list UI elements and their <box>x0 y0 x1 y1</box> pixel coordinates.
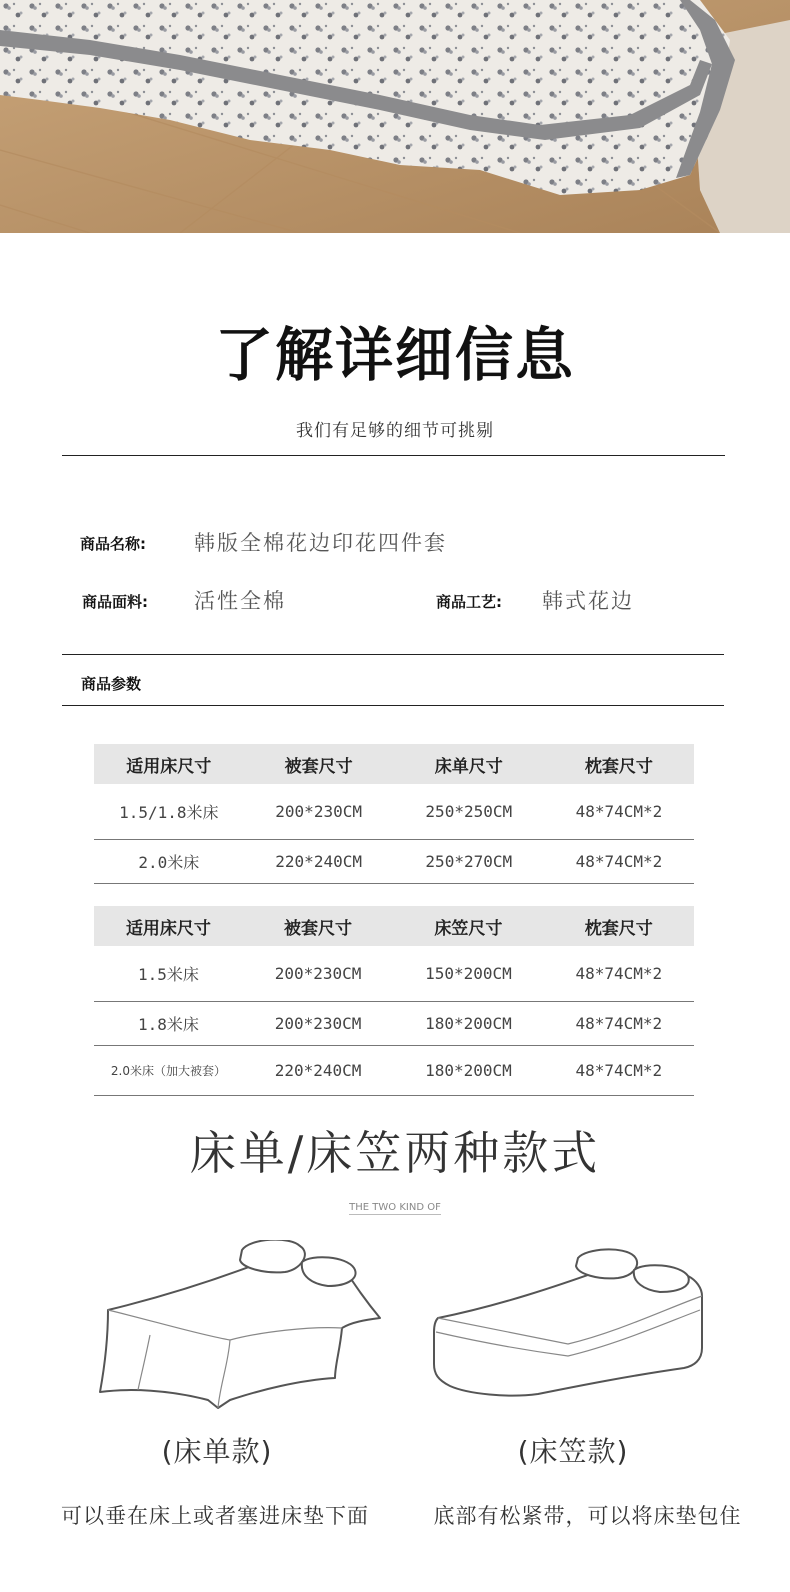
divider <box>62 654 724 655</box>
product-name-value: 韩版全棉花边印花四件套 <box>194 531 447 555</box>
table-cell: 200*230CM <box>244 784 394 839</box>
divider <box>62 455 725 456</box>
table-cell: 48*74CM*2 <box>544 946 694 1001</box>
table-cell: 48*74CM*2 <box>544 839 694 883</box>
page-title: 了解详细信息 <box>214 321 575 389</box>
styles-subtitle-text: THE TWO KIND OF <box>349 1202 441 1213</box>
table-header-cell: 床笠尺寸 <box>393 906 543 946</box>
table-cell: 2.0米床 <box>94 839 244 883</box>
fitted-style-description: 底部有松紧带，可以将床垫包住 <box>433 1504 742 1528</box>
hero-product-photo <box>0 0 790 233</box>
table-cell: 250*270CM <box>394 839 544 883</box>
table-cell: 48*74CM*2 <box>544 784 694 839</box>
table-cell: 220*240CM <box>243 1045 393 1095</box>
table-cell: 2.0米床（加大被套） <box>94 1045 243 1095</box>
params-label: 商品参数 <box>81 675 142 693</box>
table-header-cell: 被套尺寸 <box>243 906 393 946</box>
table-header-cell: 枕套尺寸 <box>544 906 694 946</box>
flat-sheet-bed-icon <box>90 1240 390 1420</box>
table-header-cell: 被套尺寸 <box>244 744 394 784</box>
table-header-cell: 床单尺寸 <box>394 744 544 784</box>
fitted-style-caption: (床笠款) <box>517 1435 629 1468</box>
table-cell: 180*200CM <box>393 1001 543 1045</box>
table-cell: 1.8米床 <box>94 1001 243 1045</box>
spec-table-sheet <box>94 744 694 884</box>
fitted-sheet-bed-icon <box>428 1248 718 1398</box>
table-header-cell: 适用床尺寸 <box>94 744 244 784</box>
sheet-style-caption: (床单款) <box>161 1435 273 1468</box>
fabric-value: 活性全棉 <box>194 589 286 613</box>
table-cell: 48*74CM*2 <box>544 1045 694 1095</box>
table-cell: 220*240CM <box>244 839 394 883</box>
table-row <box>94 946 694 1001</box>
table-header-cell: 适用床尺寸 <box>94 906 243 946</box>
table-cell: 150*200CM <box>393 946 543 1001</box>
table-cell: 250*250CM <box>394 784 544 839</box>
table-cell: 200*230CM <box>243 1001 393 1045</box>
table-cell: 1.5/1.8米床 <box>94 784 244 839</box>
table-row <box>94 784 694 839</box>
table-row <box>94 839 694 883</box>
table-header-row <box>94 744 694 784</box>
table-row <box>94 1045 694 1095</box>
spec-table-fitted <box>94 906 694 1096</box>
craft-label: 商品工艺: <box>436 593 502 611</box>
table-cell: 48*74CM*2 <box>544 1001 694 1045</box>
table-cell: 180*200CM <box>393 1045 543 1095</box>
divider <box>62 705 724 706</box>
product-name-label: 商品名称: <box>80 535 146 553</box>
table-header-row <box>94 906 694 946</box>
table-cell: 1.5米床 <box>94 946 243 1001</box>
table-cell: 200*230CM <box>243 946 393 1001</box>
table-row <box>94 1001 694 1045</box>
craft-value: 韩式花边 <box>542 589 634 613</box>
styles-title: 床单/床笠两种款式 <box>189 1126 601 1180</box>
sheet-style-description: 可以垂在床上或者塞进床垫下面 <box>61 1504 369 1528</box>
styles-subtitle <box>0 1202 790 1213</box>
table-header-cell: 枕套尺寸 <box>544 744 694 784</box>
fabric-label: 商品面料: <box>82 593 148 611</box>
page-subtitle: 我们有足够的细节可挑剔 <box>296 421 494 441</box>
